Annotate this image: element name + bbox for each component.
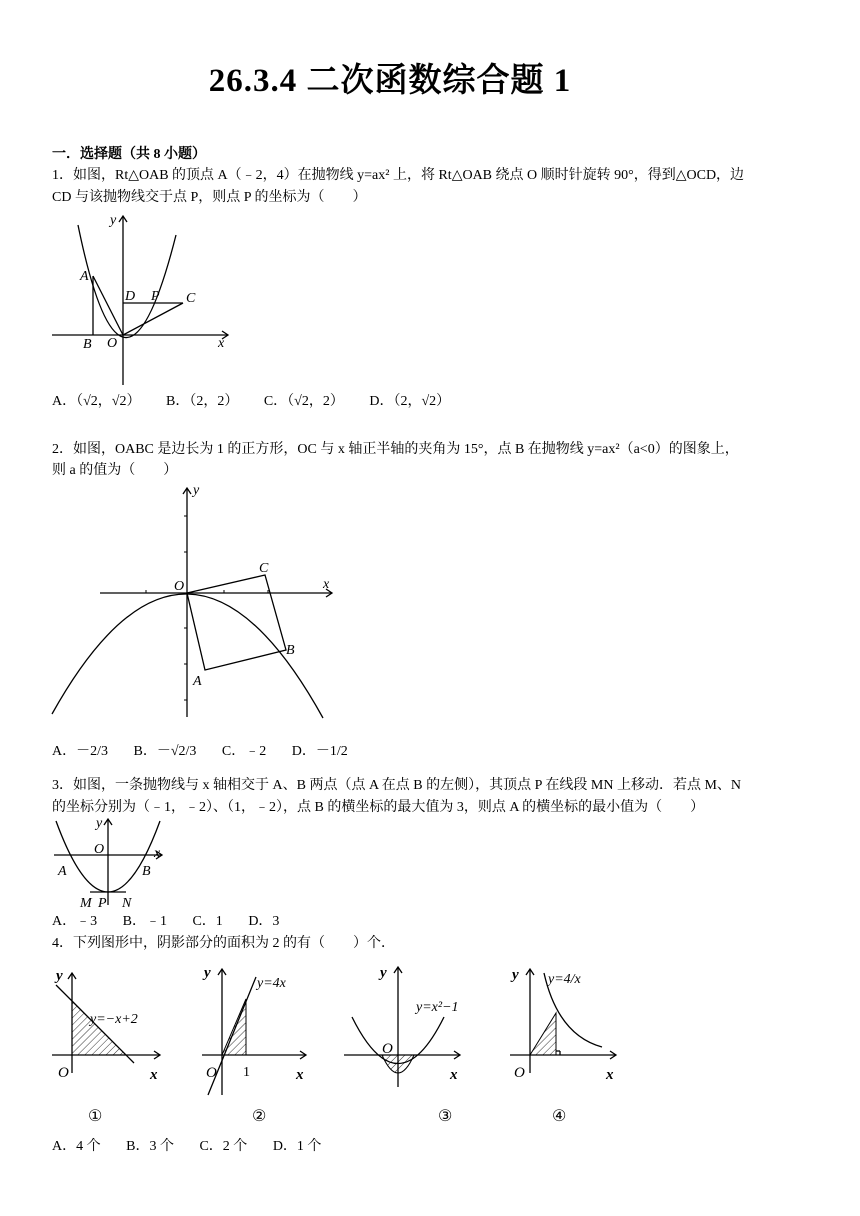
q2-text-line2: 则 a 的值为（ ） <box>52 463 178 478</box>
q4-option-a[interactable]: A．4 个 <box>52 1139 101 1154</box>
q1-option-c[interactable]: C．（√2，2） <box>263 394 344 409</box>
q4-fig4-x: x <box>606 1067 614 1083</box>
q1-label-d: D <box>125 289 136 304</box>
q4-fig3-cap: ③ <box>438 1108 453 1125</box>
q3-label-o: O <box>94 842 105 857</box>
q2-label-o: O <box>174 579 185 594</box>
q1-label-x: x <box>218 336 225 351</box>
q4-fig1-y: y <box>56 968 63 984</box>
q3-label-b: B <box>142 864 151 879</box>
q4-fig3 <box>344 965 460 1125</box>
q4-fig4 <box>510 967 616 1125</box>
q3-figure <box>50 815 180 910</box>
q2-option-a[interactable]: A．－2/3 <box>52 744 108 759</box>
q3-option-c[interactable]: C．1 <box>192 914 223 929</box>
q1-label-b: B <box>83 337 92 352</box>
q4-fig2-cap: ② <box>252 1108 267 1125</box>
q3-label-p: P <box>98 896 107 911</box>
q2-label-y: y <box>193 483 200 498</box>
q3-text-line2: 的坐标分别为（﹣1，﹣2）、（1，﹣2），点 B 的横坐标的最大值为 3，则点 A 的横坐标的最小值为（ ） <box>52 800 705 815</box>
q4-fig1-cap: ① <box>88 1108 103 1125</box>
q2-figure <box>50 482 340 722</box>
q3-label-a: A <box>58 864 67 879</box>
q2-option-c[interactable]: C．﹣2 <box>221 744 267 759</box>
q4-fig2-eq: y=4x <box>257 976 286 991</box>
q1-label-p: P <box>151 289 160 304</box>
q3-options <box>52 912 301 932</box>
q4-fig4-cap: ④ <box>552 1108 567 1125</box>
q1-label-o: O <box>107 336 118 351</box>
q1-label-y: y <box>110 213 117 228</box>
q4-fig4-eq: y=4/x <box>548 972 581 987</box>
q4-fig4-y: y <box>512 967 519 983</box>
q3-option-a[interactable]: A．﹣3 <box>52 914 98 929</box>
q2-label-a: A <box>193 674 202 689</box>
q1-label-c: C <box>186 291 196 306</box>
q4-fig2-o: O <box>206 1065 217 1081</box>
q2-option-b[interactable]: B．－√2/3 <box>133 744 197 759</box>
q4-options <box>52 1137 343 1157</box>
q3-label-m: M <box>80 896 92 911</box>
q3-option-d[interactable]: D．3 <box>248 914 280 929</box>
q4-figures <box>50 955 630 1135</box>
page-title: 26.3.4 二次函数综合题 1 <box>208 63 572 99</box>
q4-fig3-y: y <box>380 965 387 981</box>
q2-option-d[interactable]: D．－1/2 <box>291 744 348 759</box>
q2-label-x: x <box>323 577 330 592</box>
q1-option-d[interactable]: D．（2，√2） <box>369 394 451 409</box>
q4-option-b[interactable]: B．3 个 <box>126 1139 174 1154</box>
q1-label-a: A <box>80 269 89 284</box>
q4-fig3-eq: y=x²−1 <box>416 1000 459 1015</box>
q3-label-n: N <box>122 896 132 911</box>
q4-option-c[interactable]: C．2 个 <box>199 1139 248 1154</box>
q4-option-d[interactable]: D．1 个 <box>272 1139 322 1154</box>
q4-fig2 <box>202 965 306 1125</box>
q4-fig1 <box>52 968 160 1125</box>
q2-text-line1: 2．如图，OABC 是边长为 1 的正方形，OC 与 x 轴正半轴的夹角为 15°，点 B 在抛物线 y=ax²（a<0）的图象上， <box>52 442 739 457</box>
q3-label-x: x <box>154 846 161 861</box>
q3-label-y: y <box>96 816 103 831</box>
q4-fig4-o: O <box>514 1065 525 1081</box>
q4-fig3-x: x <box>450 1067 458 1083</box>
q1-text-line1: 1．如图，Rt△OAB 的顶点 A（﹣2，4）在抛物线 y=ax² 上，将 Rt△OAB 绕点 O 顺时针旋转 90°，得到△OCD，边 <box>52 168 745 183</box>
q1-option-b[interactable]: B．（2，2） <box>165 394 239 409</box>
q4-fig2-tick: 1 <box>243 1065 250 1080</box>
q4-fig3-o: O <box>382 1041 393 1057</box>
q4-fig2-x: x <box>296 1067 304 1083</box>
q2-label-c: C <box>259 561 269 576</box>
q2-options <box>52 742 370 762</box>
q4-text-line1: 4．下列图形中，阴影部分的面积为 2 的有（ ）个． <box>52 936 395 951</box>
q3-text-line1: 3．如图，一条抛物线与 x 轴相交于 A、B 两点（点 A 在点 B 的左侧），其顶点 P 在线段 MN 上移动．若点 M、N <box>52 778 742 793</box>
q1-option-a[interactable]: A．（√2，√2） <box>52 394 141 409</box>
q2-label-b: B <box>286 643 295 658</box>
q4-fig1-o: O <box>58 1065 69 1081</box>
q1-figure <box>50 210 240 390</box>
q1-options <box>52 392 472 412</box>
q1-text-line2: CD 与该抛物线交于点 P，则点 P 的坐标为（ ） <box>52 190 367 205</box>
q4-fig1-x: x <box>150 1067 158 1083</box>
section-heading: 一．选择题（共 8 小题） <box>52 147 206 162</box>
q4-fig2-y: y <box>204 965 211 981</box>
q3-option-b[interactable]: B．﹣1 <box>122 914 167 929</box>
q4-fig1-eq: y=−x+2 <box>90 1012 138 1027</box>
